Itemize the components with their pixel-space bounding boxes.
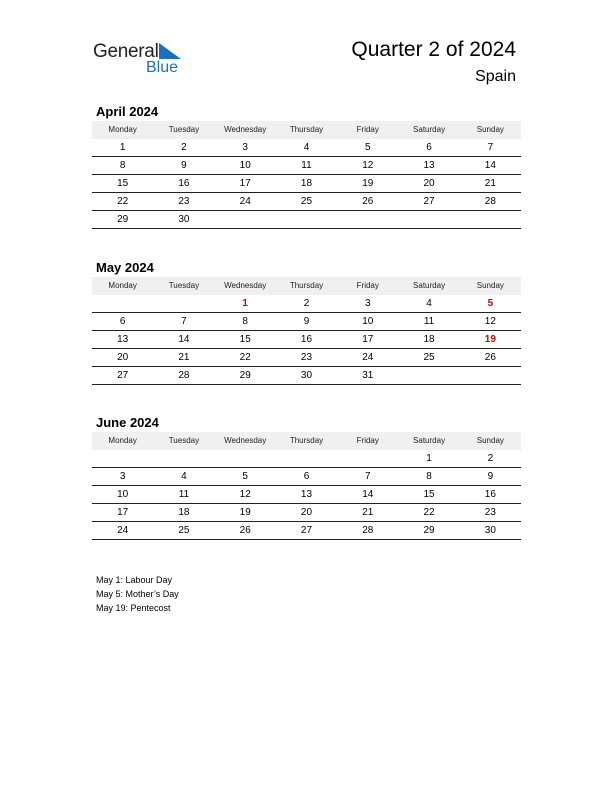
day-cell: 28 xyxy=(337,522,398,540)
day-cell: 24 xyxy=(92,522,153,540)
day-cell: 22 xyxy=(92,193,153,211)
day-cell: 17 xyxy=(337,331,398,349)
weekday-header: Wednesday xyxy=(215,277,276,295)
day-cell: 28 xyxy=(460,193,521,211)
weekday-header: Wednesday xyxy=(215,432,276,450)
day-cell: 17 xyxy=(92,504,153,522)
weekday-header: Friday xyxy=(337,277,398,295)
page-title: Quarter 2 of 2024 xyxy=(351,38,516,61)
logo-triangle-icon xyxy=(159,43,181,59)
day-cell: 6 xyxy=(276,468,337,486)
weekday-header: Sunday xyxy=(460,121,521,139)
day-cell: 9 xyxy=(153,157,214,175)
page-subtitle: Spain xyxy=(475,68,516,85)
month-title: June 2024 xyxy=(96,415,159,430)
empty-day-cell xyxy=(276,450,337,468)
day-cell: 30 xyxy=(276,367,337,385)
day-cell: 5 xyxy=(460,295,521,313)
day-cell: 13 xyxy=(398,157,459,175)
day-cell: 15 xyxy=(398,486,459,504)
weekday-header: Sunday xyxy=(460,432,521,450)
calendar-grid xyxy=(92,432,521,540)
day-cell: 11 xyxy=(398,313,459,331)
day-cell: 22 xyxy=(398,504,459,522)
weekday-header: Wednesday xyxy=(215,121,276,139)
day-cell: 5 xyxy=(337,139,398,157)
day-cell: 18 xyxy=(153,504,214,522)
weekday-header: Saturday xyxy=(398,432,459,450)
month-june xyxy=(92,413,521,540)
empty-day-cell xyxy=(215,450,276,468)
day-cell: 26 xyxy=(337,193,398,211)
weekday-header: Sunday xyxy=(460,277,521,295)
day-cell: 13 xyxy=(276,486,337,504)
day-cell: 27 xyxy=(398,193,459,211)
weekday-header: Thursday xyxy=(276,277,337,295)
month-title: May 2024 xyxy=(96,260,154,275)
day-cell: 3 xyxy=(215,139,276,157)
day-cell: 8 xyxy=(92,157,153,175)
day-cell: 3 xyxy=(337,295,398,313)
holiday-item: May 19: Pentecost xyxy=(96,603,171,613)
empty-day-cell xyxy=(153,450,214,468)
day-cell: 29 xyxy=(398,522,459,540)
day-cell: 4 xyxy=(153,468,214,486)
day-cell: 30 xyxy=(153,211,214,229)
day-cell: 16 xyxy=(153,175,214,193)
day-cell: 19 xyxy=(215,504,276,522)
day-cell: 18 xyxy=(276,175,337,193)
day-cell: 17 xyxy=(215,175,276,193)
day-cell: 1 xyxy=(92,139,153,157)
day-cell: 24 xyxy=(337,349,398,367)
day-cell: 11 xyxy=(276,157,337,175)
logo-text-general: General xyxy=(93,41,159,62)
calendar-grid xyxy=(92,121,521,229)
day-cell: 2 xyxy=(153,139,214,157)
month-title: April 2024 xyxy=(96,104,159,119)
day-cell: 19 xyxy=(337,175,398,193)
day-cell: 1 xyxy=(398,450,459,468)
day-cell: 11 xyxy=(153,486,214,504)
day-cell: 10 xyxy=(337,313,398,331)
day-cell: 20 xyxy=(276,504,337,522)
day-cell: 14 xyxy=(337,486,398,504)
empty-day-cell xyxy=(398,367,459,385)
day-cell: 25 xyxy=(276,193,337,211)
weekday-header: Tuesday xyxy=(153,432,214,450)
day-cell: 16 xyxy=(276,331,337,349)
day-cell: 31 xyxy=(337,367,398,385)
weekday-header: Monday xyxy=(92,121,153,139)
day-cell: 22 xyxy=(215,349,276,367)
empty-day-cell xyxy=(398,211,459,229)
weekday-header: Saturday xyxy=(398,121,459,139)
day-cell: 15 xyxy=(92,175,153,193)
day-cell: 10 xyxy=(215,157,276,175)
day-cell: 18 xyxy=(398,331,459,349)
day-cell: 7 xyxy=(153,313,214,331)
empty-day-cell xyxy=(153,295,214,313)
day-cell: 24 xyxy=(215,193,276,211)
weekday-header: Saturday xyxy=(398,277,459,295)
holiday-item: May 5: Mother’s Day xyxy=(96,589,179,599)
calendar-grid xyxy=(92,277,521,385)
month-may xyxy=(92,258,521,385)
day-cell: 7 xyxy=(460,139,521,157)
day-cell: 4 xyxy=(398,295,459,313)
holiday-item: May 1: Labour Day xyxy=(96,575,173,585)
day-cell: 27 xyxy=(276,522,337,540)
day-cell: 21 xyxy=(460,175,521,193)
month-april xyxy=(92,102,521,229)
day-cell: 25 xyxy=(153,522,214,540)
day-cell: 25 xyxy=(398,349,459,367)
day-cell: 5 xyxy=(215,468,276,486)
day-cell: 10 xyxy=(92,486,153,504)
weekday-header: Monday xyxy=(92,277,153,295)
weekday-header: Tuesday xyxy=(153,277,214,295)
day-cell: 27 xyxy=(92,367,153,385)
day-cell: 23 xyxy=(460,504,521,522)
day-cell: 26 xyxy=(460,349,521,367)
empty-day-cell xyxy=(92,295,153,313)
day-cell: 29 xyxy=(215,367,276,385)
empty-day-cell xyxy=(460,367,521,385)
day-cell: 30 xyxy=(460,522,521,540)
day-cell: 13 xyxy=(92,331,153,349)
day-cell: 8 xyxy=(398,468,459,486)
day-cell: 1 xyxy=(215,295,276,313)
holiday-list xyxy=(96,573,179,615)
day-cell: 12 xyxy=(337,157,398,175)
weekday-header: Friday xyxy=(337,121,398,139)
day-cell: 9 xyxy=(276,313,337,331)
day-cell: 20 xyxy=(398,175,459,193)
weekday-header: Friday xyxy=(337,432,398,450)
day-cell: 7 xyxy=(337,468,398,486)
day-cell: 6 xyxy=(398,139,459,157)
day-cell: 14 xyxy=(153,331,214,349)
weekday-header: Thursday xyxy=(276,432,337,450)
day-cell: 26 xyxy=(215,522,276,540)
weekday-header: Thursday xyxy=(276,121,337,139)
logo xyxy=(93,40,193,80)
day-cell: 12 xyxy=(215,486,276,504)
day-cell: 2 xyxy=(460,450,521,468)
empty-day-cell xyxy=(337,450,398,468)
day-cell: 16 xyxy=(460,486,521,504)
day-cell: 29 xyxy=(92,211,153,229)
empty-day-cell xyxy=(215,211,276,229)
day-cell: 9 xyxy=(460,468,521,486)
weekday-header: Monday xyxy=(92,432,153,450)
day-cell: 12 xyxy=(460,313,521,331)
day-cell: 8 xyxy=(215,313,276,331)
day-cell: 4 xyxy=(276,139,337,157)
day-cell: 3 xyxy=(92,468,153,486)
empty-day-cell xyxy=(460,211,521,229)
day-cell: 23 xyxy=(153,193,214,211)
day-cell: 23 xyxy=(276,349,337,367)
empty-day-cell xyxy=(92,450,153,468)
empty-day-cell xyxy=(337,211,398,229)
logo-text-blue: Blue xyxy=(146,59,179,76)
empty-day-cell xyxy=(276,211,337,229)
day-cell: 15 xyxy=(215,331,276,349)
day-cell: 28 xyxy=(153,367,214,385)
day-cell: 6 xyxy=(92,313,153,331)
day-cell: 20 xyxy=(92,349,153,367)
day-cell: 21 xyxy=(153,349,214,367)
weekday-header: Tuesday xyxy=(153,121,214,139)
day-cell: 21 xyxy=(337,504,398,522)
day-cell: 19 xyxy=(460,331,521,349)
day-cell: 14 xyxy=(460,157,521,175)
day-cell: 2 xyxy=(276,295,337,313)
